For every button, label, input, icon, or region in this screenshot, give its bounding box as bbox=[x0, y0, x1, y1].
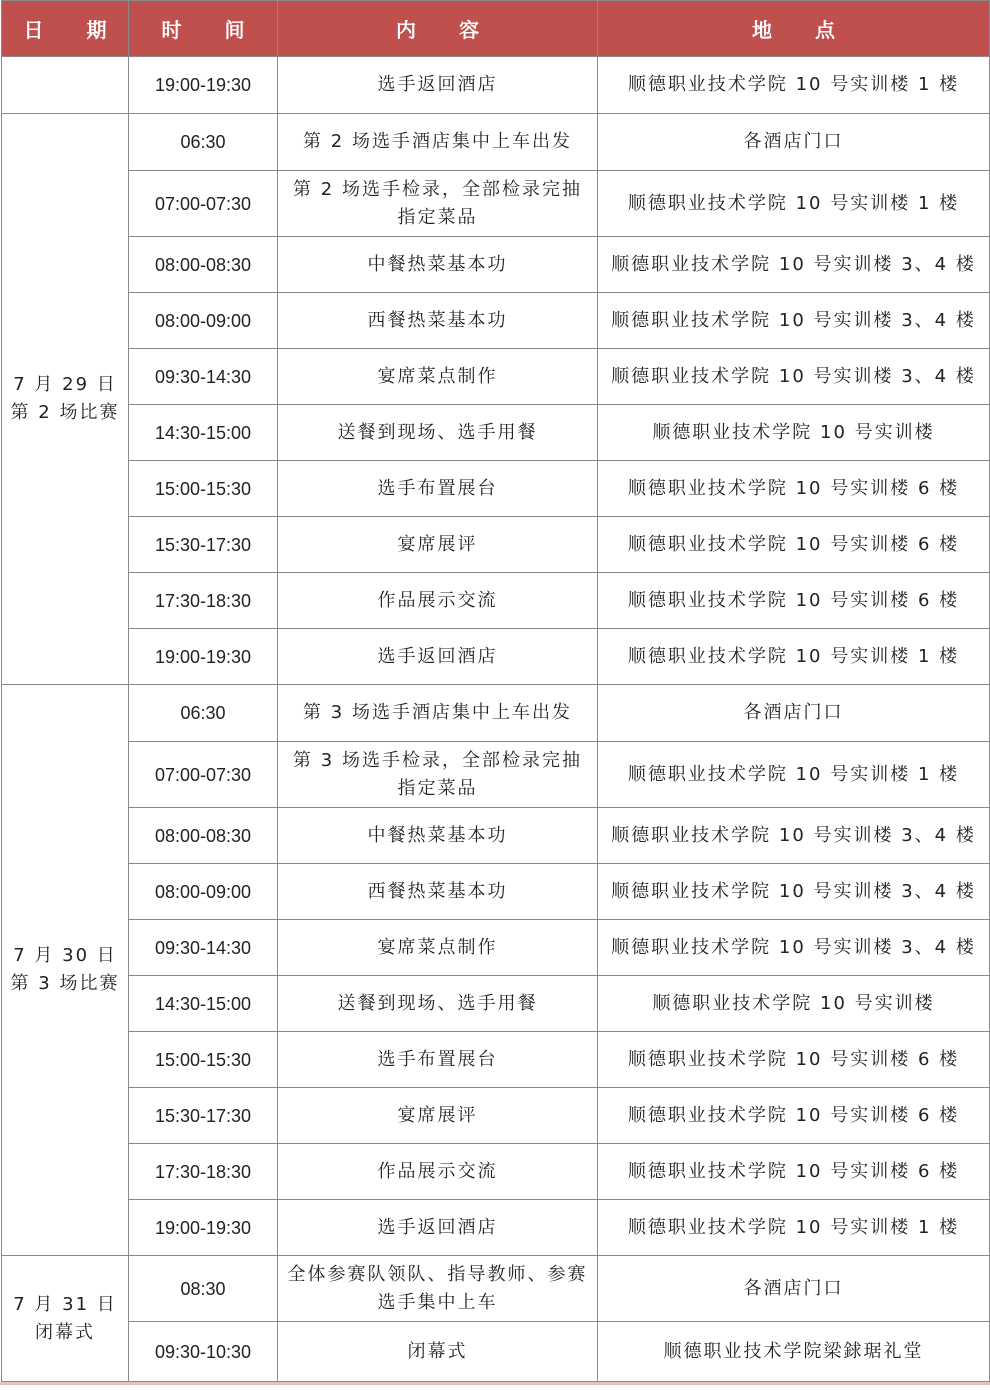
content-cell: 选手返回酒店 bbox=[278, 1200, 598, 1256]
schedule-row bbox=[2, 114, 990, 171]
time-cell: 19:00-19:30 bbox=[129, 1200, 278, 1256]
place-cell: 顺德职业技术学院 10 号实训楼 1 楼 bbox=[598, 629, 990, 685]
content-cell: 作品展示交流 bbox=[278, 573, 598, 629]
date-line: 7 月 31 日 bbox=[13, 1293, 117, 1315]
time-cell: 07:00-07:30 bbox=[129, 171, 278, 237]
place-cell: 顺德职业技术学院 10 号实训楼 6 楼 bbox=[598, 461, 990, 517]
time-cell: 19:00-19:30 bbox=[129, 629, 278, 685]
place-cell: 各酒店门口 bbox=[598, 1256, 990, 1322]
date-cell bbox=[2, 685, 129, 1256]
time-cell: 14:30-15:00 bbox=[129, 976, 278, 1032]
date-line: 闭幕式 bbox=[35, 1321, 95, 1343]
schedule-row bbox=[2, 920, 990, 976]
date-line: 第 2 场比赛 bbox=[10, 402, 120, 423]
schedule-row bbox=[2, 629, 990, 685]
time-cell: 09:30-14:30 bbox=[129, 349, 278, 405]
header-time: 时 间 bbox=[129, 1, 278, 57]
schedule-row bbox=[2, 293, 990, 349]
time-cell: 17:30-18:30 bbox=[129, 1144, 278, 1200]
schedule-row bbox=[2, 461, 990, 517]
content-cell: 第 3 场选手酒店集中上车出发 bbox=[278, 685, 598, 742]
place-cell: 顺德职业技术学院 10 号实训楼 6 楼 bbox=[598, 1144, 990, 1200]
time-cell: 09:30-14:30 bbox=[129, 920, 278, 976]
content-cell: 第 2 场选手检录，全部检录完抽指定菜品 bbox=[278, 171, 598, 237]
schedule-row bbox=[2, 742, 990, 808]
content-cell: 宴席展评 bbox=[278, 517, 598, 573]
time-cell: 15:30-17:30 bbox=[129, 517, 278, 573]
content-cell: 闭幕式 bbox=[278, 1322, 598, 1382]
schedule-row bbox=[2, 573, 990, 629]
time-cell: 15:30-17:30 bbox=[129, 1088, 278, 1144]
schedule-row bbox=[2, 405, 990, 461]
schedule-row bbox=[2, 685, 990, 742]
place-cell: 各酒店门口 bbox=[598, 685, 990, 742]
header-place: 地 点 bbox=[598, 1, 990, 57]
place-cell: 顺德职业技术学院 10 号实训楼 6 楼 bbox=[598, 517, 990, 573]
schedule-row bbox=[2, 1032, 990, 1088]
place-cell: 各酒店门口 bbox=[598, 114, 990, 171]
time-cell: 09:30-10:30 bbox=[129, 1322, 278, 1382]
schedule-row bbox=[2, 57, 990, 114]
schedule-row bbox=[2, 237, 990, 293]
content-cell: 送餐到现场、选手用餐 bbox=[278, 405, 598, 461]
content-cell: 选手返回酒店 bbox=[278, 57, 598, 114]
schedule-row bbox=[2, 976, 990, 1032]
place-cell: 顺德职业技术学院 10 号实训楼 1 楼 bbox=[598, 57, 990, 114]
schedule-row bbox=[2, 1322, 990, 1382]
schedule-row bbox=[2, 1144, 990, 1200]
place-cell: 顺德职业技术学院 10 号实训楼 6 楼 bbox=[598, 573, 990, 629]
schedule-row bbox=[2, 864, 990, 920]
time-cell: 08:30 bbox=[129, 1256, 278, 1322]
schedule-row bbox=[2, 1256, 990, 1322]
time-cell: 08:00-08:30 bbox=[129, 808, 278, 864]
schedule-row bbox=[2, 171, 990, 237]
time-cell: 15:00-15:30 bbox=[129, 461, 278, 517]
content-cell: 中餐热菜基本功 bbox=[278, 808, 598, 864]
date-cell bbox=[2, 57, 129, 114]
content-cell: 宴席菜点制作 bbox=[278, 920, 598, 976]
time-cell: 15:00-15:30 bbox=[129, 1032, 278, 1088]
schedule-row bbox=[2, 808, 990, 864]
content-cell: 西餐热菜基本功 bbox=[278, 864, 598, 920]
content-cell: 宴席展评 bbox=[278, 1088, 598, 1144]
header-row bbox=[2, 1, 990, 57]
content-cell: 选手布置展台 bbox=[278, 1032, 598, 1088]
place-cell: 顺德职业技术学院 10 号实训楼 1 楼 bbox=[598, 171, 990, 237]
place-cell: 顺德职业技术学院 10 号实训楼 3、4 楼 bbox=[598, 293, 990, 349]
content-cell: 宴席菜点制作 bbox=[278, 349, 598, 405]
time-cell: 08:00-08:30 bbox=[129, 237, 278, 293]
time-cell: 08:00-09:00 bbox=[129, 864, 278, 920]
date-line: 第 3 场比赛 bbox=[10, 973, 120, 994]
place-cell: 顺德职业技术学院 10 号实训楼 6 楼 bbox=[598, 1032, 990, 1088]
schedule-body bbox=[2, 57, 990, 1382]
content-cell: 全体参赛队领队、指导教师、参赛选手集中上车 bbox=[278, 1256, 598, 1322]
time-cell: 17:30-18:30 bbox=[129, 573, 278, 629]
header-date: 日 期 bbox=[2, 1, 129, 57]
content-cell: 选手返回酒店 bbox=[278, 629, 598, 685]
time-cell: 06:30 bbox=[129, 685, 278, 742]
place-cell: 顺德职业技术学院 10 号实训楼 1 楼 bbox=[598, 1200, 990, 1256]
time-cell: 19:00-19:30 bbox=[129, 57, 278, 114]
place-cell: 顺德职业技术学院 10 号实训楼 3、4 楼 bbox=[598, 920, 990, 976]
content-cell: 中餐热菜基本功 bbox=[278, 237, 598, 293]
time-cell: 06:30 bbox=[129, 114, 278, 171]
place-cell: 顺德职业技术学院 10 号实训楼 1 楼 bbox=[598, 742, 990, 808]
place-cell: 顺德职业技术学院 10 号实训楼 6 楼 bbox=[598, 1088, 990, 1144]
content-cell: 第 2 场选手酒店集中上车出发 bbox=[278, 114, 598, 171]
schedule-row bbox=[2, 517, 990, 573]
content-cell: 西餐热菜基本功 bbox=[278, 293, 598, 349]
content-cell: 选手布置展台 bbox=[278, 461, 598, 517]
schedule-row bbox=[2, 1200, 990, 1256]
date-cell bbox=[2, 1256, 129, 1382]
time-cell: 08:00-09:00 bbox=[129, 293, 278, 349]
time-cell: 14:30-15:00 bbox=[129, 405, 278, 461]
place-cell: 顺德职业技术学院 10 号实训楼 3、4 楼 bbox=[598, 237, 990, 293]
date-line: 7 月 29 日 bbox=[13, 374, 117, 395]
date-line: 7 月 30 日 bbox=[13, 945, 117, 966]
schedule-table bbox=[1, 0, 990, 1382]
schedule-row bbox=[2, 1088, 990, 1144]
place-cell: 顺德职业技术学院 10 号实训楼 bbox=[598, 405, 990, 461]
place-cell: 顺德职业技术学院 10 号实训楼 3、4 楼 bbox=[598, 808, 990, 864]
header-content: 内 容 bbox=[278, 1, 598, 57]
time-cell: 07:00-07:30 bbox=[129, 742, 278, 808]
footer-rule bbox=[0, 1382, 990, 1385]
schedule-row bbox=[2, 349, 990, 405]
date-cell bbox=[2, 114, 129, 685]
place-cell: 顺德职业技术学院 10 号实训楼 3、4 楼 bbox=[598, 864, 990, 920]
content-cell: 作品展示交流 bbox=[278, 1144, 598, 1200]
place-cell: 顺德职业技术学院梁銶琚礼堂 bbox=[598, 1322, 990, 1382]
place-cell: 顺德职业技术学院 10 号实训楼 3、4 楼 bbox=[598, 349, 990, 405]
place-cell: 顺德职业技术学院 10 号实训楼 bbox=[598, 976, 990, 1032]
content-cell: 第 3 场选手检录，全部检录完抽指定菜品 bbox=[278, 742, 598, 808]
content-cell: 送餐到现场、选手用餐 bbox=[278, 976, 598, 1032]
